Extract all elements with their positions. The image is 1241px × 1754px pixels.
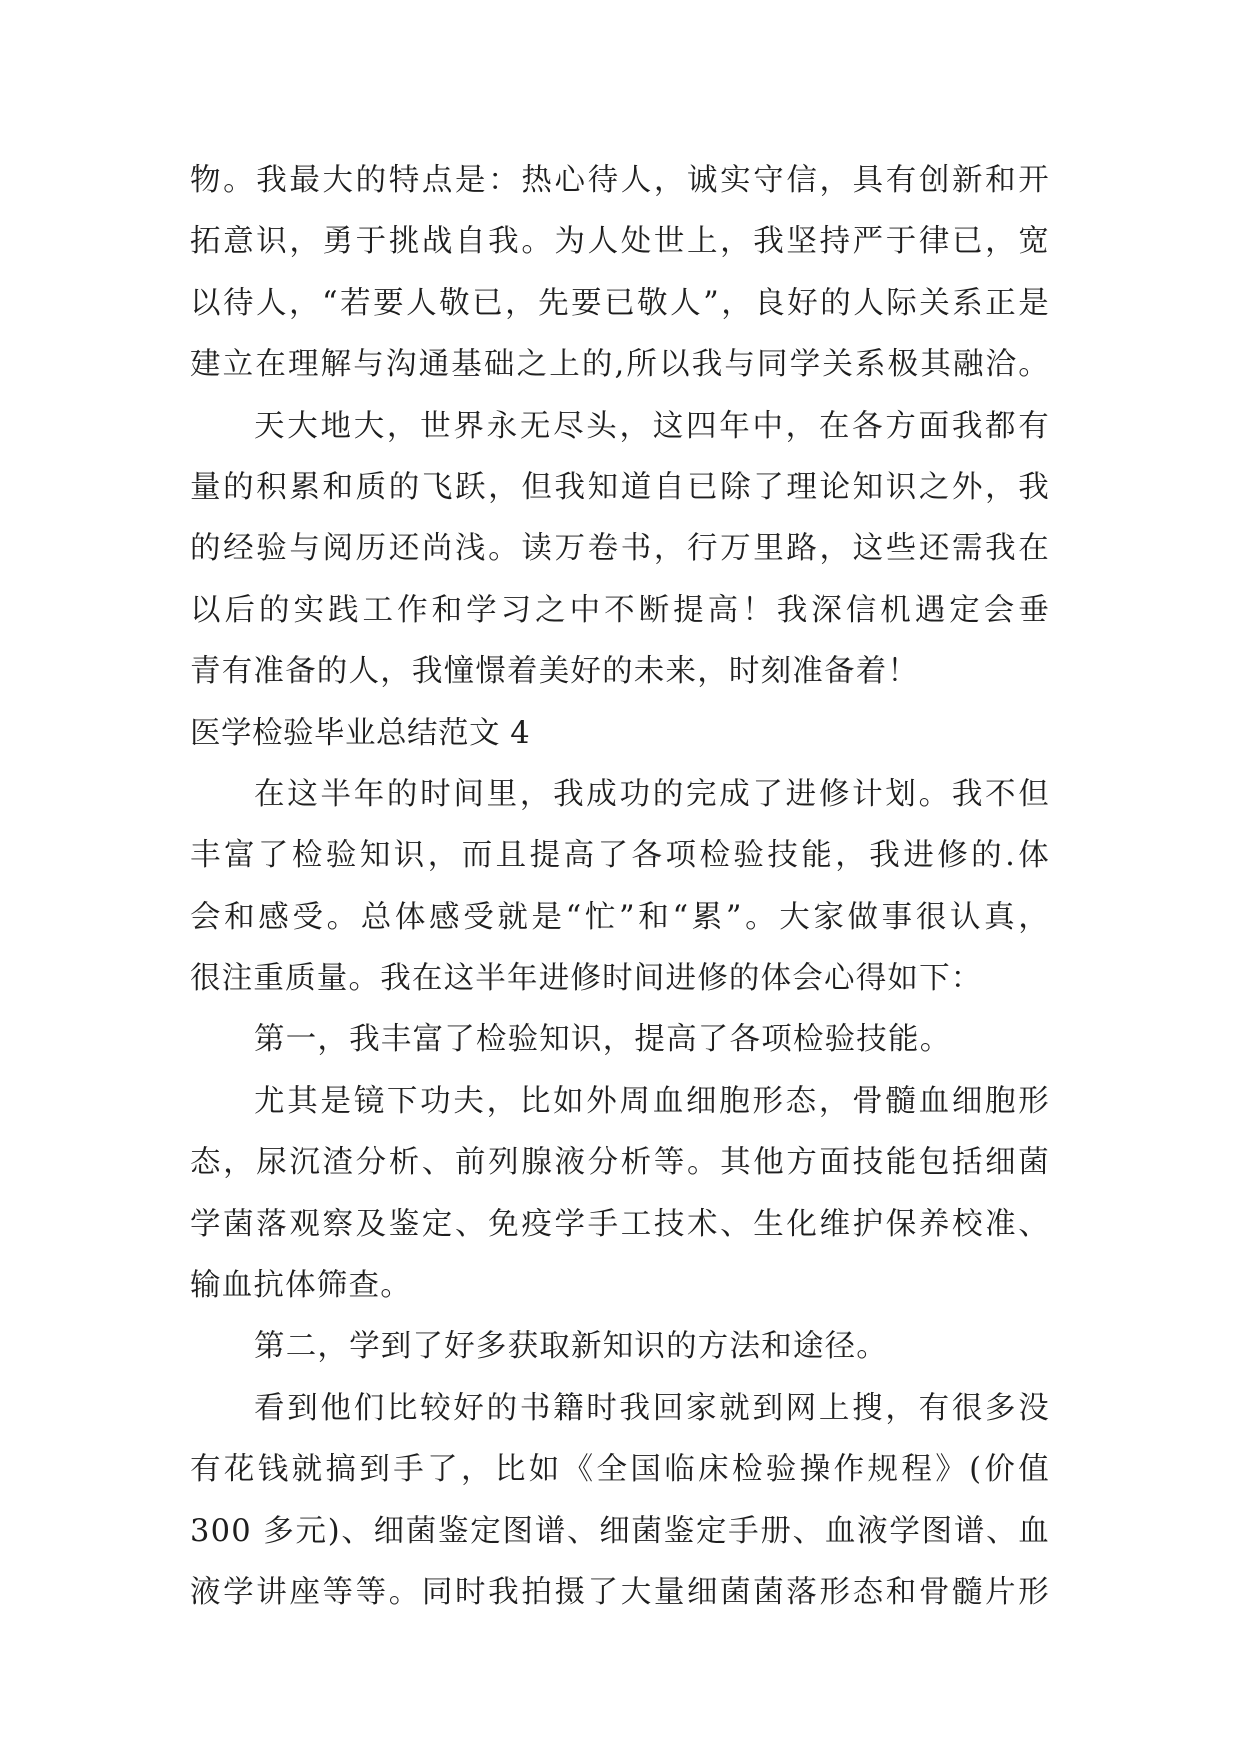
text-line: 拓意识，勇于挑战自我。为人处世上，我坚持严于律已，宽 (190, 224, 1050, 260)
paragraph-first-line: 天大地大，世界永无尽头，这四年中，在各方面我都有 (254, 408, 1050, 444)
text-line: 输血抗体筛查。 (190, 1268, 412, 1304)
text-line: 建立在理解与沟通基础之上的,所以我与同学关系极其融洽。 (190, 347, 1050, 383)
text-line: 液学讲座等等。同时我拍摄了大量细菌菌落形态和骨髓片形 (190, 1574, 1050, 1610)
paragraph-first-line: 第二，学到了好多获取新知识的方法和途径。 (254, 1329, 888, 1365)
document-body (190, 150, 1050, 1623)
text-line: 学菌落观察及鉴定、免疫学手工技术、生化维护保养校准、 (190, 1206, 1050, 1242)
text-line: 量的积累和质的飞跃，但我知道自已除了理论知识之外，我 (190, 469, 1050, 505)
text-line: 丰富了检验知识，而且提高了各项检验技能，我进修的.体 (190, 838, 1050, 874)
paragraph-first-line: 尤其是镜下功夫，比如外周血细胞形态，骨髓血细胞形 (254, 1083, 1050, 1119)
paragraph-first-line: 在这半年的时间里，我成功的完成了进修计划。我不但 (254, 776, 1050, 812)
section-heading: 医学检验毕业总结范文 4 (190, 715, 531, 751)
paragraph-first-line: 看到他们比较好的书籍时我回家就到网上搜，有很多没 (254, 1390, 1050, 1426)
text-line: 有花钱就搞到手了，比如《全国临床检验操作规程》(价值 (190, 1452, 1050, 1488)
text-line: 青有准备的人，我憧憬着美好的未来，时刻准备着！ (190, 654, 920, 690)
text-line: 的经验与阅历还尚浅。读万卷书，行万里路，这些还需我在 (190, 531, 1050, 567)
text-line: 300 多元)、细菌鉴定图谱、细菌鉴定手册、血液学图谱、血 (190, 1513, 1050, 1549)
text-line: 物。我最大的特点是：热心待人，诚实守信，具有创新和开 (190, 163, 1050, 198)
text-line: 态，尿沉渣分析、前列腺液分析等。其他方面技能包括细菌 (190, 1145, 1050, 1181)
text-line: 以后的实践工作和学习之中不断提高！我深信机遇定会垂 (190, 592, 1050, 628)
text-line: 以待人，“若要人敬已，先要已敬人”，良好的人际关系正是 (190, 285, 1050, 321)
text-line: 会和感受。总体感受就是“忙”和“累”。大家做事很认真， (190, 899, 1050, 935)
text-line: 很注重质量。我在这半年进修时间进修的体会心得如下： (190, 961, 983, 997)
paragraph-first-line: 第一，我丰富了检验知识，提高了各项检验技能。 (254, 1022, 952, 1058)
